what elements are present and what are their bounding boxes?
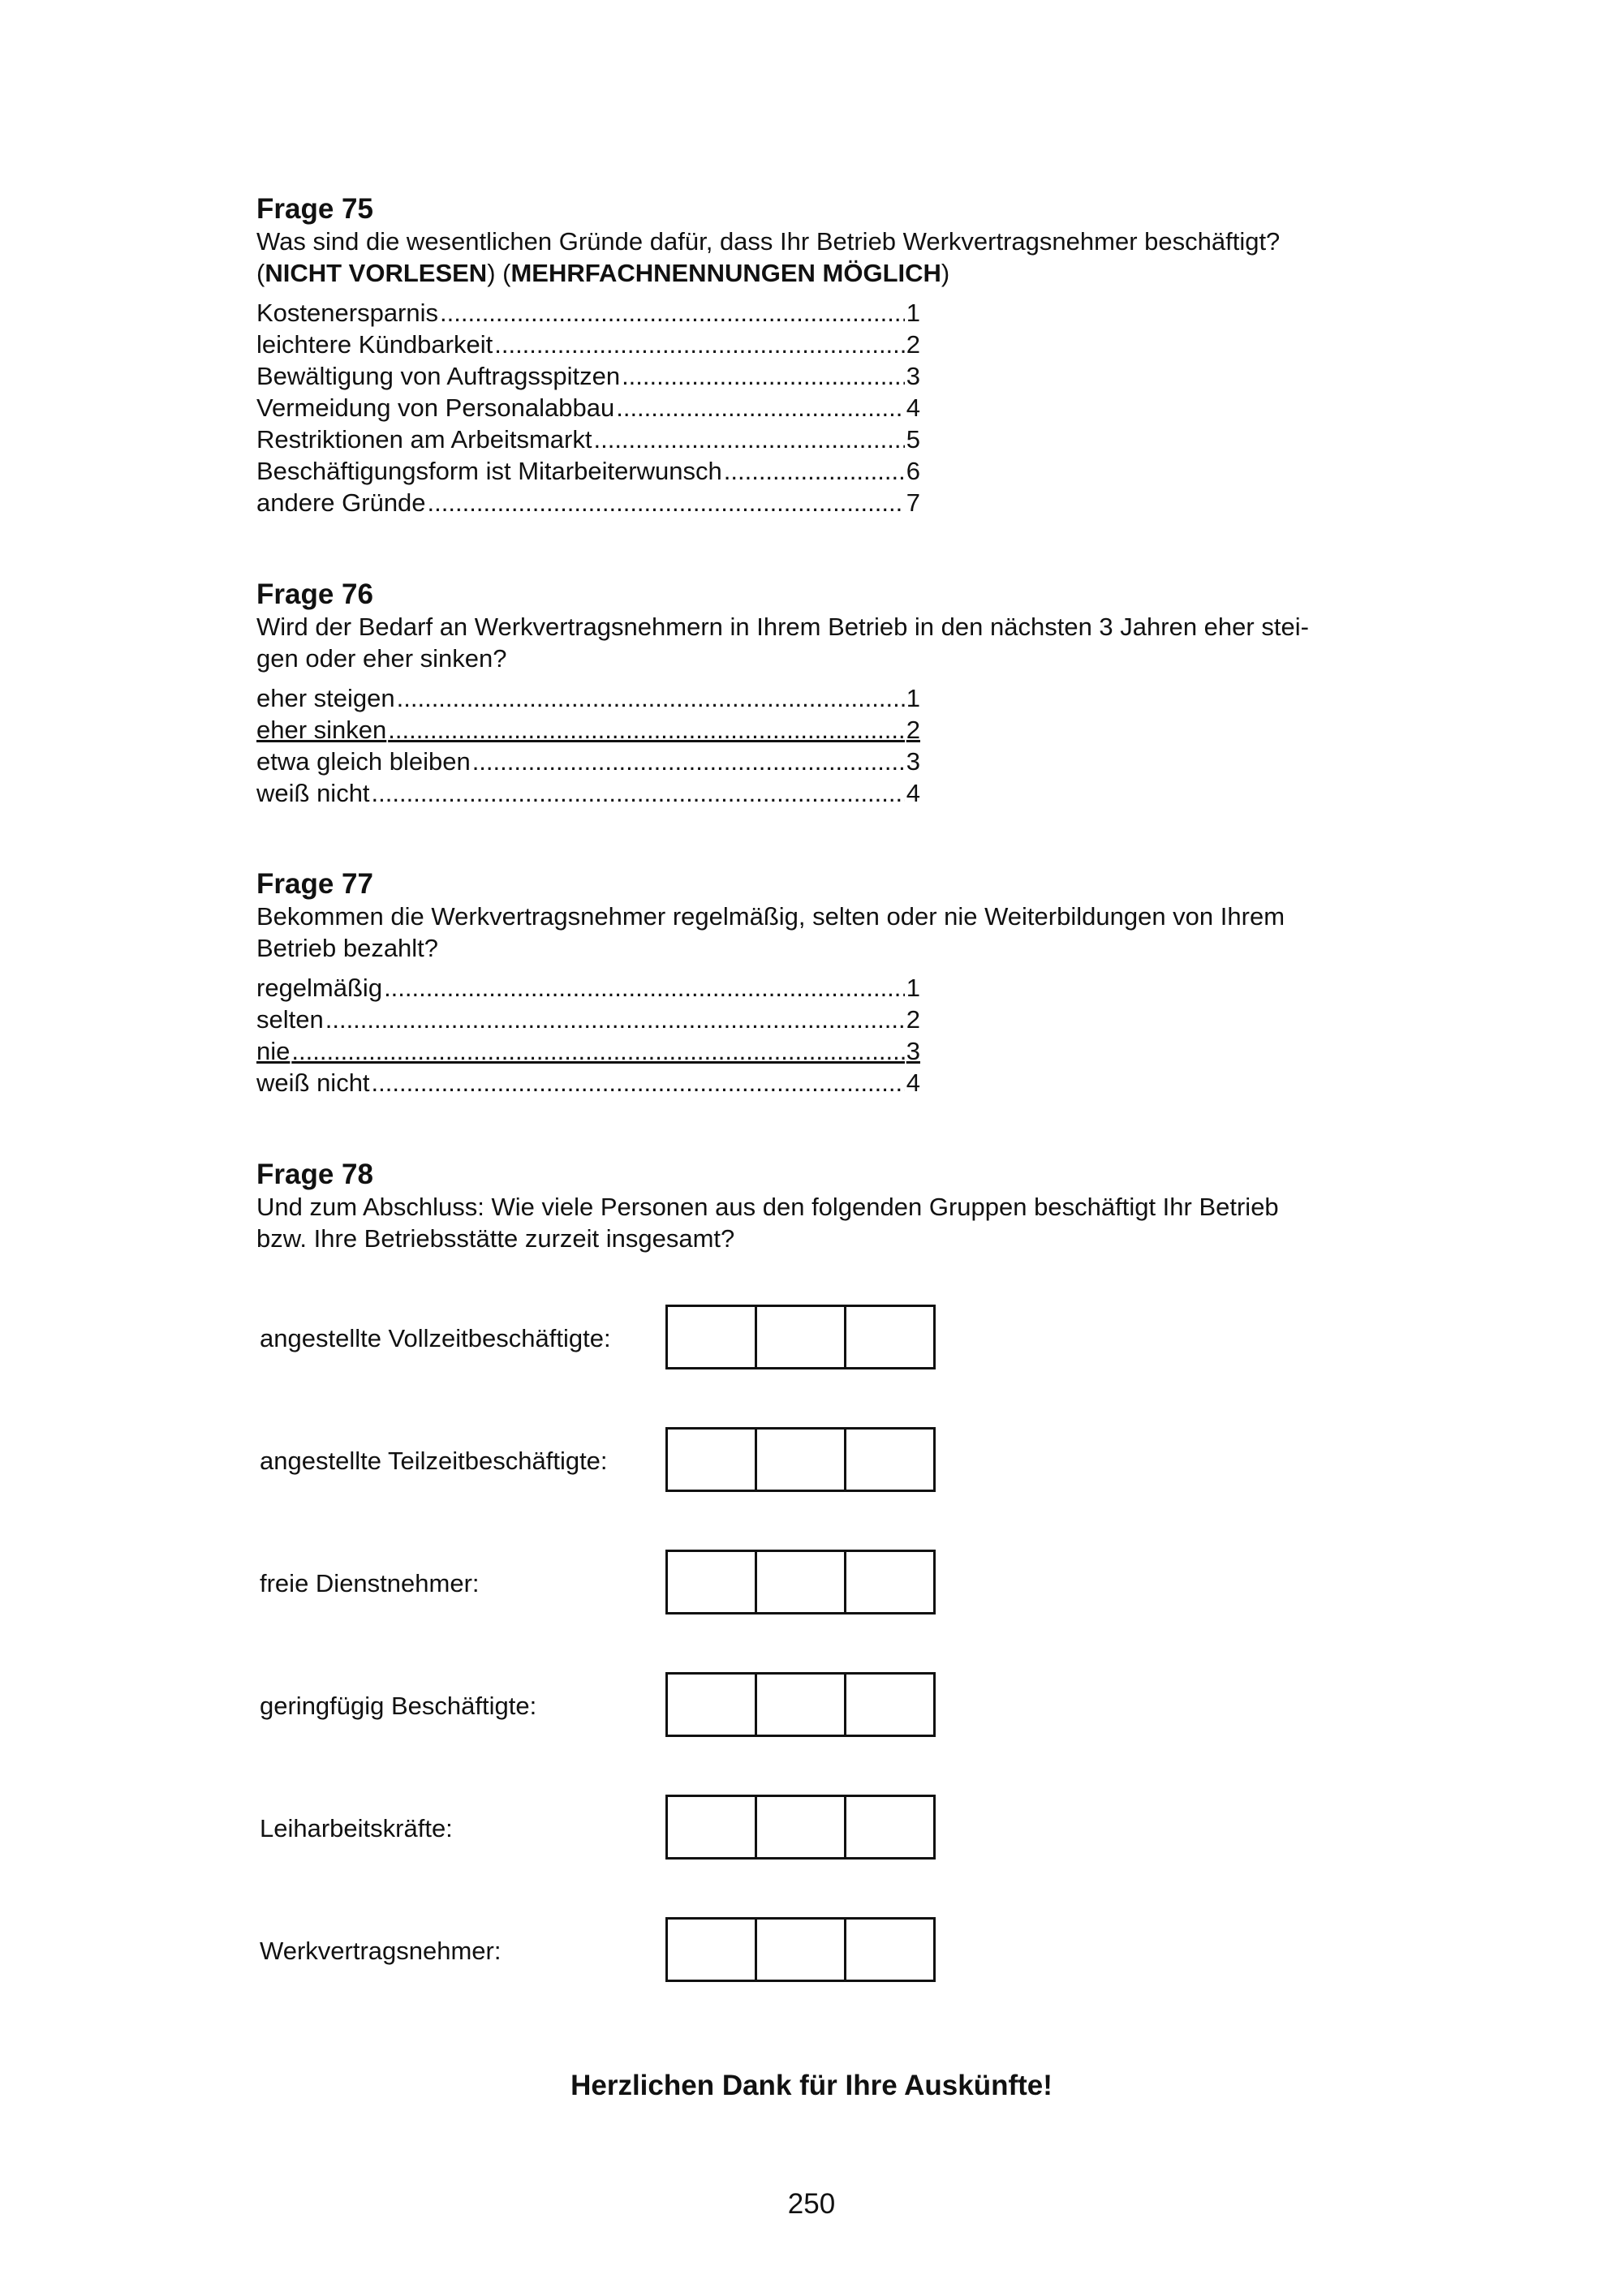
answer-options [256, 682, 920, 809]
question-78 [256, 1159, 1279, 1254]
digit-boxes [665, 1795, 933, 1860]
count-row-marginal [260, 1672, 665, 1740]
question-title: Frage 76 [256, 578, 373, 610]
digit-input-box[interactable] [665, 1427, 757, 1492]
question-title: Frage 78 [256, 1159, 373, 1190]
row-label: geringfügig Beschäftigte: [260, 1692, 537, 1720]
answer-option-underlined[interactable]: eher sinken ..... 2 [256, 714, 920, 746]
answer-option-underlined[interactable]: nie ..... 3 [256, 1035, 920, 1067]
answer-option[interactable]: Restriktionen am Arbeitsmarkt ..... 5 [256, 424, 920, 455]
digit-boxes [665, 1672, 933, 1737]
question-text: Was sind die wesentlichen Gründe dafür, dass Ihr Betrieb Werkvertragsnehmer beschäftigt? [256, 227, 1281, 256]
digit-input-box[interactable] [755, 1795, 846, 1860]
row-label: angestellte Vollzeitbeschäftigte: [260, 1324, 611, 1352]
digit-input-box[interactable] [844, 1795, 936, 1860]
answer-option[interactable]: Beschäftigungsform ist Mitarbeiterwunsch ..... 6 [256, 455, 920, 487]
row-label: Werkvertragsnehmer: [260, 1937, 502, 1965]
question-76 [256, 578, 1309, 809]
count-row-freelance [260, 1550, 665, 1618]
question-instruction: (NICHT VORLESEN) (MEHRFACHNENNUNGEN MÖGLICH) [256, 259, 950, 287]
page-number: 250 [787, 2188, 836, 2220]
question-text: Betrieb bezahlt? [256, 934, 439, 962]
digit-boxes [665, 1917, 933, 1982]
answer-option[interactable]: Kostenersparnis ..... 1 [256, 297, 920, 329]
digit-input-box[interactable] [844, 1672, 936, 1737]
answer-option[interactable]: selten ..... 2 [256, 1004, 920, 1035]
answer-option[interactable]: andere Gründe ..... 7 [256, 487, 920, 518]
answer-option[interactable]: weiß nicht ..... 4 [256, 1067, 920, 1099]
digit-input-box[interactable] [665, 1672, 757, 1737]
digit-input-box[interactable] [844, 1917, 936, 1982]
question-text: bzw. Ihre Betriebsstätte zurzeit insgesamt? [256, 1224, 735, 1253]
question-title: Frage 77 [256, 868, 373, 900]
digit-input-box[interactable] [844, 1550, 936, 1615]
digit-input-box[interactable] [755, 1550, 846, 1615]
row-label: angestellte Teilzeitbeschäftigte: [260, 1447, 608, 1475]
digit-boxes [665, 1305, 933, 1369]
count-row-full-time [260, 1305, 665, 1373]
closing-thanks: Herzlichen Dank für Ihre Auskünfte! [570, 2070, 1053, 2101]
question-text: Bekommen die Werkvertragsnehmer regelmäßig, selten oder nie Weiterbildungen von Ihrem [256, 902, 1285, 931]
question-text: gen oder eher sinken? [256, 644, 507, 673]
row-label: freie Dienstnehmer: [260, 1569, 480, 1597]
question-text: Wird der Bedarf an Werkvertragsnehmern in Ihrem Betrieb in den nächsten 3 Jahren eher stei- [256, 613, 1309, 641]
question-text: Und zum Abschluss: Wie viele Personen aus den folgenden Gruppen beschäftigt Ihr Betrieb [256, 1193, 1279, 1221]
answer-option[interactable]: Bewältigung von Auftragsspitzen ..... 3 [256, 360, 920, 392]
digit-input-box[interactable] [755, 1305, 846, 1369]
digit-input-box[interactable] [665, 1305, 757, 1369]
question-75 [256, 193, 1280, 518]
row-label: Leiharbeitskräfte: [260, 1814, 453, 1842]
digit-boxes [665, 1550, 933, 1615]
answer-option[interactable]: regelmäßig ..... 1 [256, 972, 920, 1004]
answer-option[interactable]: leichtere Kündbarkeit ..... 2 [256, 329, 920, 360]
answer-option[interactable]: weiß nicht ..... 4 [256, 777, 920, 809]
question-title: Frage 75 [256, 193, 373, 225]
digit-input-box[interactable] [665, 1550, 757, 1615]
digit-input-box[interactable] [755, 1672, 846, 1737]
digit-input-box[interactable] [665, 1917, 757, 1982]
answer-option[interactable]: Vermeidung von Personalabbau ..... 4 [256, 392, 920, 424]
digit-input-box[interactable] [665, 1795, 757, 1860]
digit-boxes [665, 1427, 933, 1492]
answer-option[interactable]: eher steigen ..... 1 [256, 682, 920, 714]
question-77 [256, 868, 1285, 1099]
digit-input-box[interactable] [755, 1427, 846, 1492]
count-row-contractors [260, 1917, 665, 1985]
count-row-temp-agency [260, 1795, 665, 1863]
answer-options [256, 297, 920, 518]
count-row-part-time [260, 1427, 665, 1495]
digit-input-box[interactable] [844, 1305, 936, 1369]
answer-option[interactable]: etwa gleich bleiben ..... 3 [256, 746, 920, 777]
digit-input-box[interactable] [755, 1917, 846, 1982]
answer-options [256, 972, 920, 1099]
digit-input-box[interactable] [844, 1427, 936, 1492]
